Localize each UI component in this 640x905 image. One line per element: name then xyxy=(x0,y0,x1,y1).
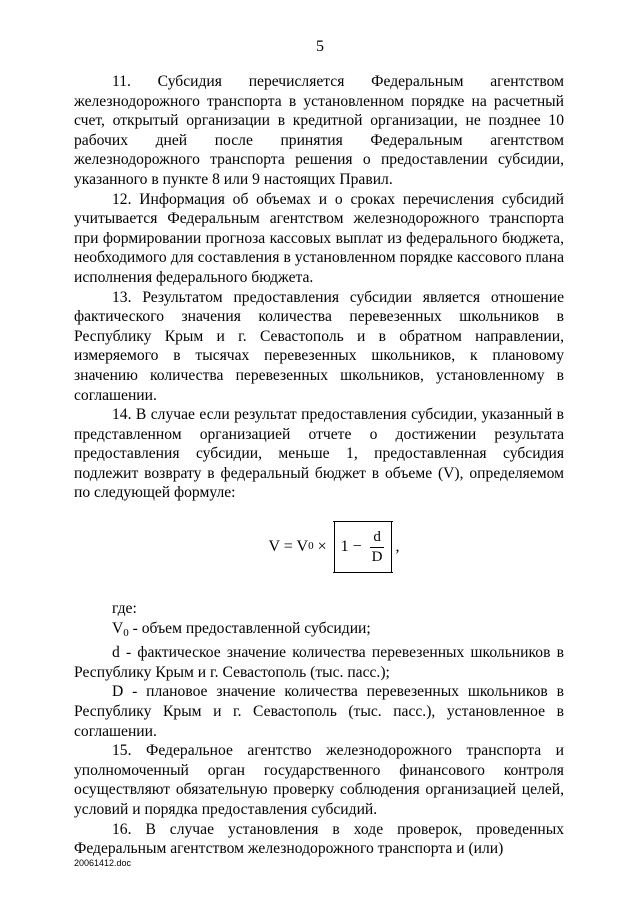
formula-bracket xyxy=(334,521,393,573)
formula-one-minus: 1 − xyxy=(340,538,366,556)
definition-D: D - плановое значение количества перевезенных школьников в Республику Крым и г. Севастополь (тыс. пасс.), установленное в соглашении. xyxy=(74,683,564,740)
formula-fraction xyxy=(369,529,386,566)
definition-d: d - фактическое значение количества перевезенных школьников в Республику Крым и г. Севастополь (тыс. пасс.); xyxy=(74,644,564,681)
where-label: где: xyxy=(112,600,137,618)
formula-times: × xyxy=(313,538,331,556)
paragraph-14: 14. В случае если результат предоставления субсидии, указанный в представленном организацией отчете о достижении результата предоставления субсидии, меньше 1, предоставленная субсидия подлежит возврату в федеральный бюджет в объеме (V), определяемом по следующей формуле: xyxy=(74,406,564,502)
formula-trailing: , xyxy=(395,538,400,556)
document-body xyxy=(74,72,564,859)
definition-v0-subscript: 0 xyxy=(123,626,129,639)
page-number: 5 xyxy=(316,38,324,55)
paragraph-11: 11. Субсидия перечисляется Федеральным агентством железнодорожного транспорта в установленном порядке на расчетный счет, открытый организации в кредитной организации, не позднее 10 рабочих дней после принятия Федеральным агентством железнодорожного транспорта решения о предоставлении субсидии, указанного в пункте 8 или 9 настоящих Правил. xyxy=(74,73,564,188)
formula-numerator: d xyxy=(370,529,384,548)
file-name-footer: 20061412.doc xyxy=(74,858,132,868)
paragraph-15: 15. Федеральное агентство железнодорожного транспорта и уполномоченный орган государственного финансового контроля осуществляют обязательную проверку соблюдения организацией целей, условий и порядка предоставления субсидий. xyxy=(74,742,564,818)
paragraph-16: 16. В случае установления в ходе проверок, проведенных Федеральным агентством железнодорожного транспорта и (или) xyxy=(74,820,564,858)
paragraph-12: 12. Информация об объемах и о сроках перечисления субсидий учитывается Федеральным агентством железнодорожного транспорта при формировании прогноза кассовых выплат из федерального бюджета, необходимого для составления в установленном порядке кассового плана исполнения федерального бюджета. xyxy=(74,190,564,286)
definition-v0-symbol: V xyxy=(112,619,124,637)
formula-denominator: D xyxy=(371,548,383,565)
formula-lhs: V = V xyxy=(268,538,309,556)
definition-v0-text: - объем предоставленной субсидии; xyxy=(128,619,371,637)
definition-v0 xyxy=(74,619,564,644)
formula-lhs-subscript: 0 xyxy=(308,540,314,553)
refund-formula xyxy=(74,507,564,587)
paragraph-13: 13. Результатом предоставления субсидии является отношение фактического значения количества перевезенных школьников в Республику Крым и г. Севастополь и в обратном направлении, измеряемого в тысячах перевезенных школьников, к плановому значению количества перевезенных школьников, установленному в соглашении. xyxy=(74,288,564,404)
